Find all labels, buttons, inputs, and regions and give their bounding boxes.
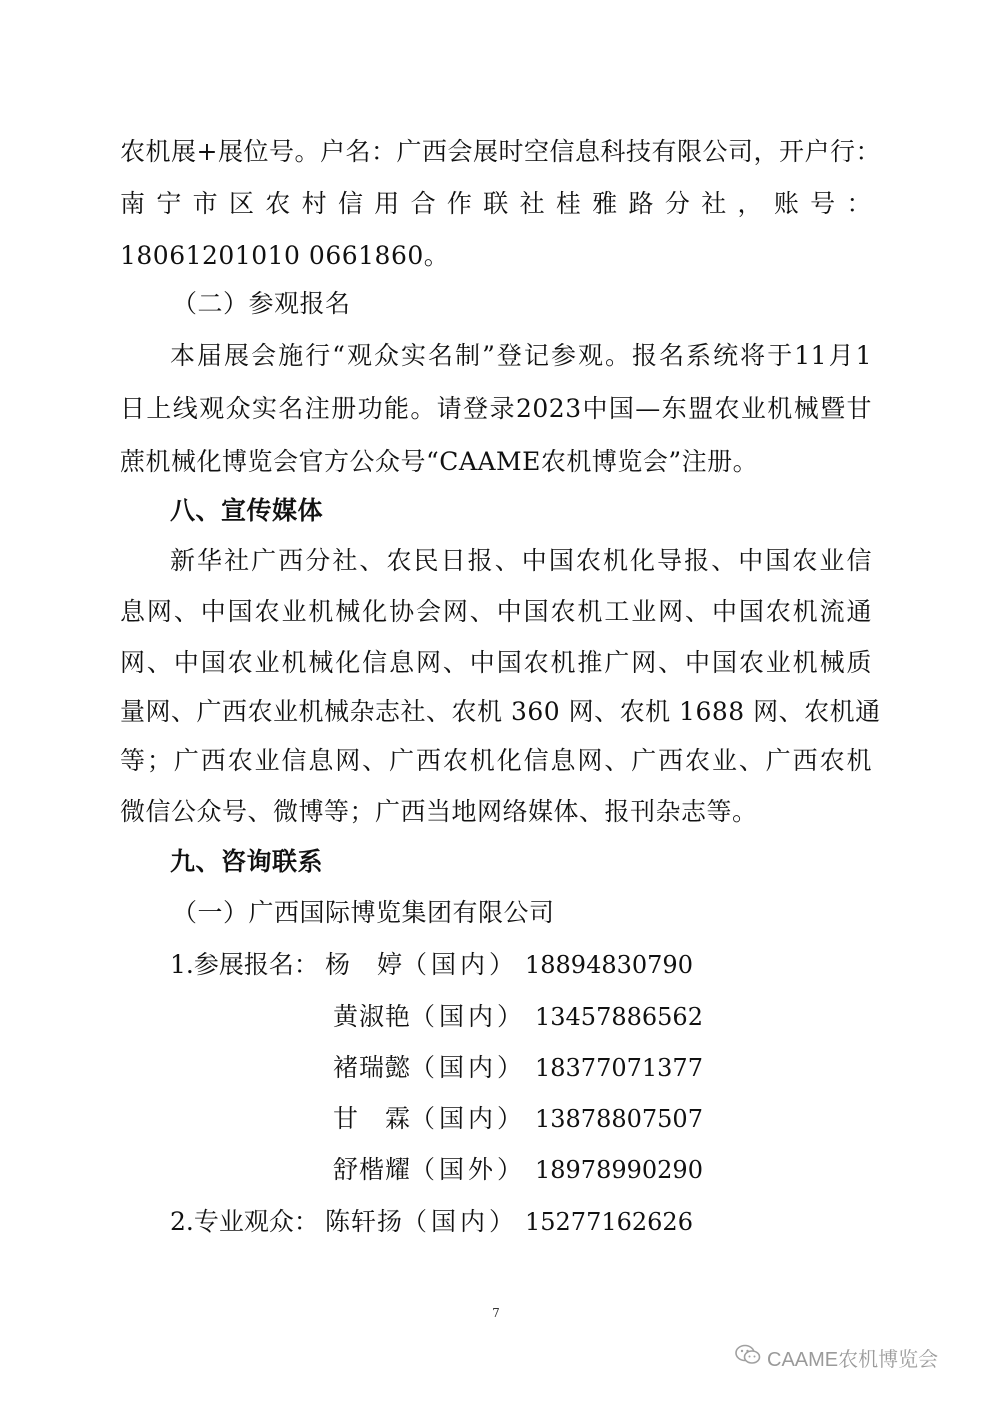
contact-phone: 15277162626 (525, 1208, 693, 1236)
contact-name: 褚瑞懿 (333, 1053, 412, 1082)
watermark-text: CAAME农机博览会 (767, 1349, 939, 1371)
media-paragraph-line-6: 微信公众号、微博等；广西当地网络媒体、报刊杂志等。 (120, 797, 758, 826)
heading-consultation-contact: 九、咨询联系 (170, 847, 324, 876)
contact-name: 杨 婷 (325, 950, 404, 979)
page-number: 7 (492, 1306, 500, 1320)
media-paragraph-line-3: 网、中国农业机械化信息网、中国农机推广网、中国农业机械质 (120, 648, 872, 677)
contact-region: （国内） (402, 1207, 519, 1236)
media-paragraph-line-5: 等；广西农业信息网、广西农机化信息网、广西农业、广西农机 (120, 746, 872, 775)
contact-name: 陈轩扬 (325, 1207, 404, 1236)
visit-paragraph-line-3: 蔗机械化博览会官方公众号“CAAME农机博览会”注册。 (120, 447, 759, 476)
bank-account-number: 18061201010 0661860。 (120, 241, 450, 270)
contact-name: 舒楷耀 (333, 1155, 412, 1184)
contact-name: 黄淑艳 (333, 1002, 412, 1031)
watermark (735, 1343, 938, 1372)
contact-region: （国内） (410, 1002, 527, 1031)
contact-region: （国内） (410, 1053, 527, 1082)
media-paragraph-line-4: 量网、广西农业机械杂志社、农机 360 网、农机 1688 网、农机通 (120, 697, 881, 726)
subheading-organizer: （一）广西国际博览集团有限公司 (172, 898, 555, 927)
media-paragraph-line-2: 息网、中国农业机械化协会网、中国农机工业网、中国农机流通 (120, 597, 872, 626)
contact-region: （国内） (410, 1104, 527, 1133)
wechat-icon (735, 1344, 761, 1372)
subheading-visit-registration: （二）参观报名 (172, 289, 351, 318)
visit-paragraph-line-2: 日上线观众实名注册功能。请登录2023中国—东盟农业机械暨甘 (120, 394, 872, 423)
heading-publicity-media: 八、宣传媒体 (170, 496, 324, 525)
contact-phone: 13457886562 (535, 1003, 703, 1031)
contact-phone: 13878807507 (535, 1105, 703, 1133)
contact-name: 甘 霖 (333, 1104, 412, 1133)
visit-paragraph-line-1: 本届展会施行“观众实名制”登记参观。报名系统将于11月1 (170, 341, 872, 370)
exhibit-registration-label: 1.参展报名： (170, 950, 319, 979)
bank-info-line-1: 农机展+展位号。户名：广西会展时空信息科技有限公司，开户行： (120, 137, 881, 166)
contact-phone: 18978990290 (535, 1156, 703, 1184)
bank-info-line-2: 南宁市区农村信用合作联社桂雅路分社，账号： (120, 189, 872, 218)
contact-region: （国外） (410, 1155, 527, 1184)
contact-region: （国内） (402, 950, 519, 979)
professional-visitor-label: 2.专业观众： (170, 1207, 319, 1236)
contact-phone: 18894830790 (525, 951, 693, 979)
contact-phone: 18377071377 (535, 1054, 703, 1082)
media-paragraph-line-1: 新华社广西分社、农民日报、中国农机化导报、中国农业信 (170, 546, 872, 575)
